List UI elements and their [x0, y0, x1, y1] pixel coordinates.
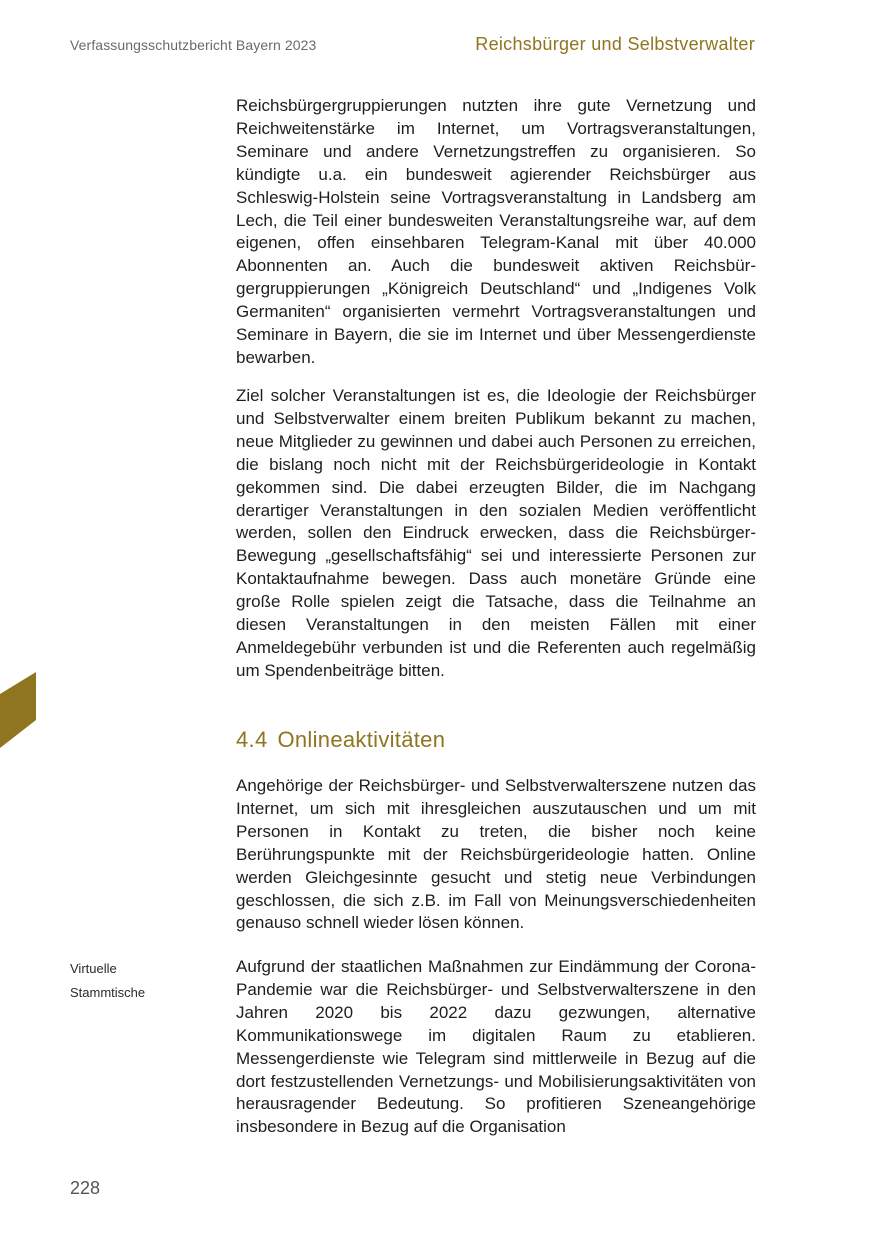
page-number: 228 — [70, 1178, 101, 1198]
body-paragraph-3: Angehörige der Reichsbürger- und Selbstverwalterszene nutzen das Internet, um sich mit ihresgleichen auszutauschen und um mit Personen in Kontakt zu treten, die bisher noch keine Berührungspunkte mit der Reichsbürgerideologie hatten. Online werden Gleichgesinnte gesucht und stetig neue Verbindungen geschlossen, die sich z.B. im Fall von Meinungsverschiedenheiten genauso schnell wieder lösen können. — [236, 776, 756, 933]
running-header-chapter: Reichsbürger und Selbstverwalter — [475, 34, 755, 54]
body-paragraph-2: Ziel solcher Veranstaltungen ist es, die Ideologie der Reichsbürger und Selbstverwalter einem breiten Publikum bekannt zu machen, neue Mitglieder zu gewinnen und dabei auch Personen zu erreichen, die bislang noch nicht mit der Reichsbürgerideologie in Kontakt gekommen sind. Die dabei erzeugten Bilder, die im Nachgang derartiger Veranstaltungen in den sozialen Medien veröffentlicht werden, sollen den Eindruck erwecken, dass die Reichsbürger-Bewegung „gesellschaftsfähig“ sei und interessierte Personen zur Kontaktaufnahme bewegen. Dass auch monetäre Gründe eine große Rolle spielen zeigt die Tatsache, dass die Teilnahme an diesen Veranstaltungen in den meisten Fällen mit einer Anmeldegebühr verbunden ist und die Referenten auch regelmäßig um Spendenbeiträge bitten. — [236, 386, 756, 680]
running-header-title: Verfassungsschutzbericht Bayern 2023 — [70, 37, 317, 53]
body-paragraph-1: Reichsbürgergruppierungen nutzten ihre gute Vernetzung und Reichweitenstärke im Internet, um Vortragsveranstaltungen, Seminare und andere Vernetzungstreffen zu organisieren. So kündigte u.a. ein bundesweit agierender Reichsbürger aus Schleswig-Holstein seine Vortragsveranstaltung in Landsberg am Lech, die Teil einer bundesweiten Veranstaltungsreihe war, auf dem eigenen, offen einsehbaren Telegram-Kanal mit über 40.000 Abonnenten an. Auch die bundesweit aktiven Reichsbürgergruppierungen „Königreich Deutschland“ und „Indigenes Volk Germaniten“ organisierten vermehrt Vortragsveranstaltungen und Seminare in Bayern, die sie im Internet und über Messengerdienste bewarben. — [236, 96, 756, 367]
chapter-tab-marker — [0, 672, 36, 748]
margin-note-line-2: Stammtische — [70, 985, 146, 1000]
body-paragraph-4: Aufgrund der staatlichen Maßnahmen zur Eindämmung der Corona-Pandemie war die Reichsbürger- und Selbstverwalterszene in den Jahren 2020 bis 2022 dazu gezwungen, alternative Kommunikationswege im digitalen Raum zu etablieren. Messengerdienste wie Telegram sind mittlerweile in Bezug auf die dort festzustellenden Vernetzungs- und Mobilisierungsaktivitäten von herausragender Bedeutung. So profitieren Szeneangehörige insbesondere in Bezug auf die Organisation — [236, 957, 756, 1137]
margin-note — [70, 957, 210, 1005]
section-number: 4.4 — [236, 727, 268, 752]
margin-note-line-1: Virtuelle — [70, 961, 117, 976]
section-title: Onlineaktivitäten — [277, 727, 446, 752]
section-heading — [236, 727, 445, 753]
